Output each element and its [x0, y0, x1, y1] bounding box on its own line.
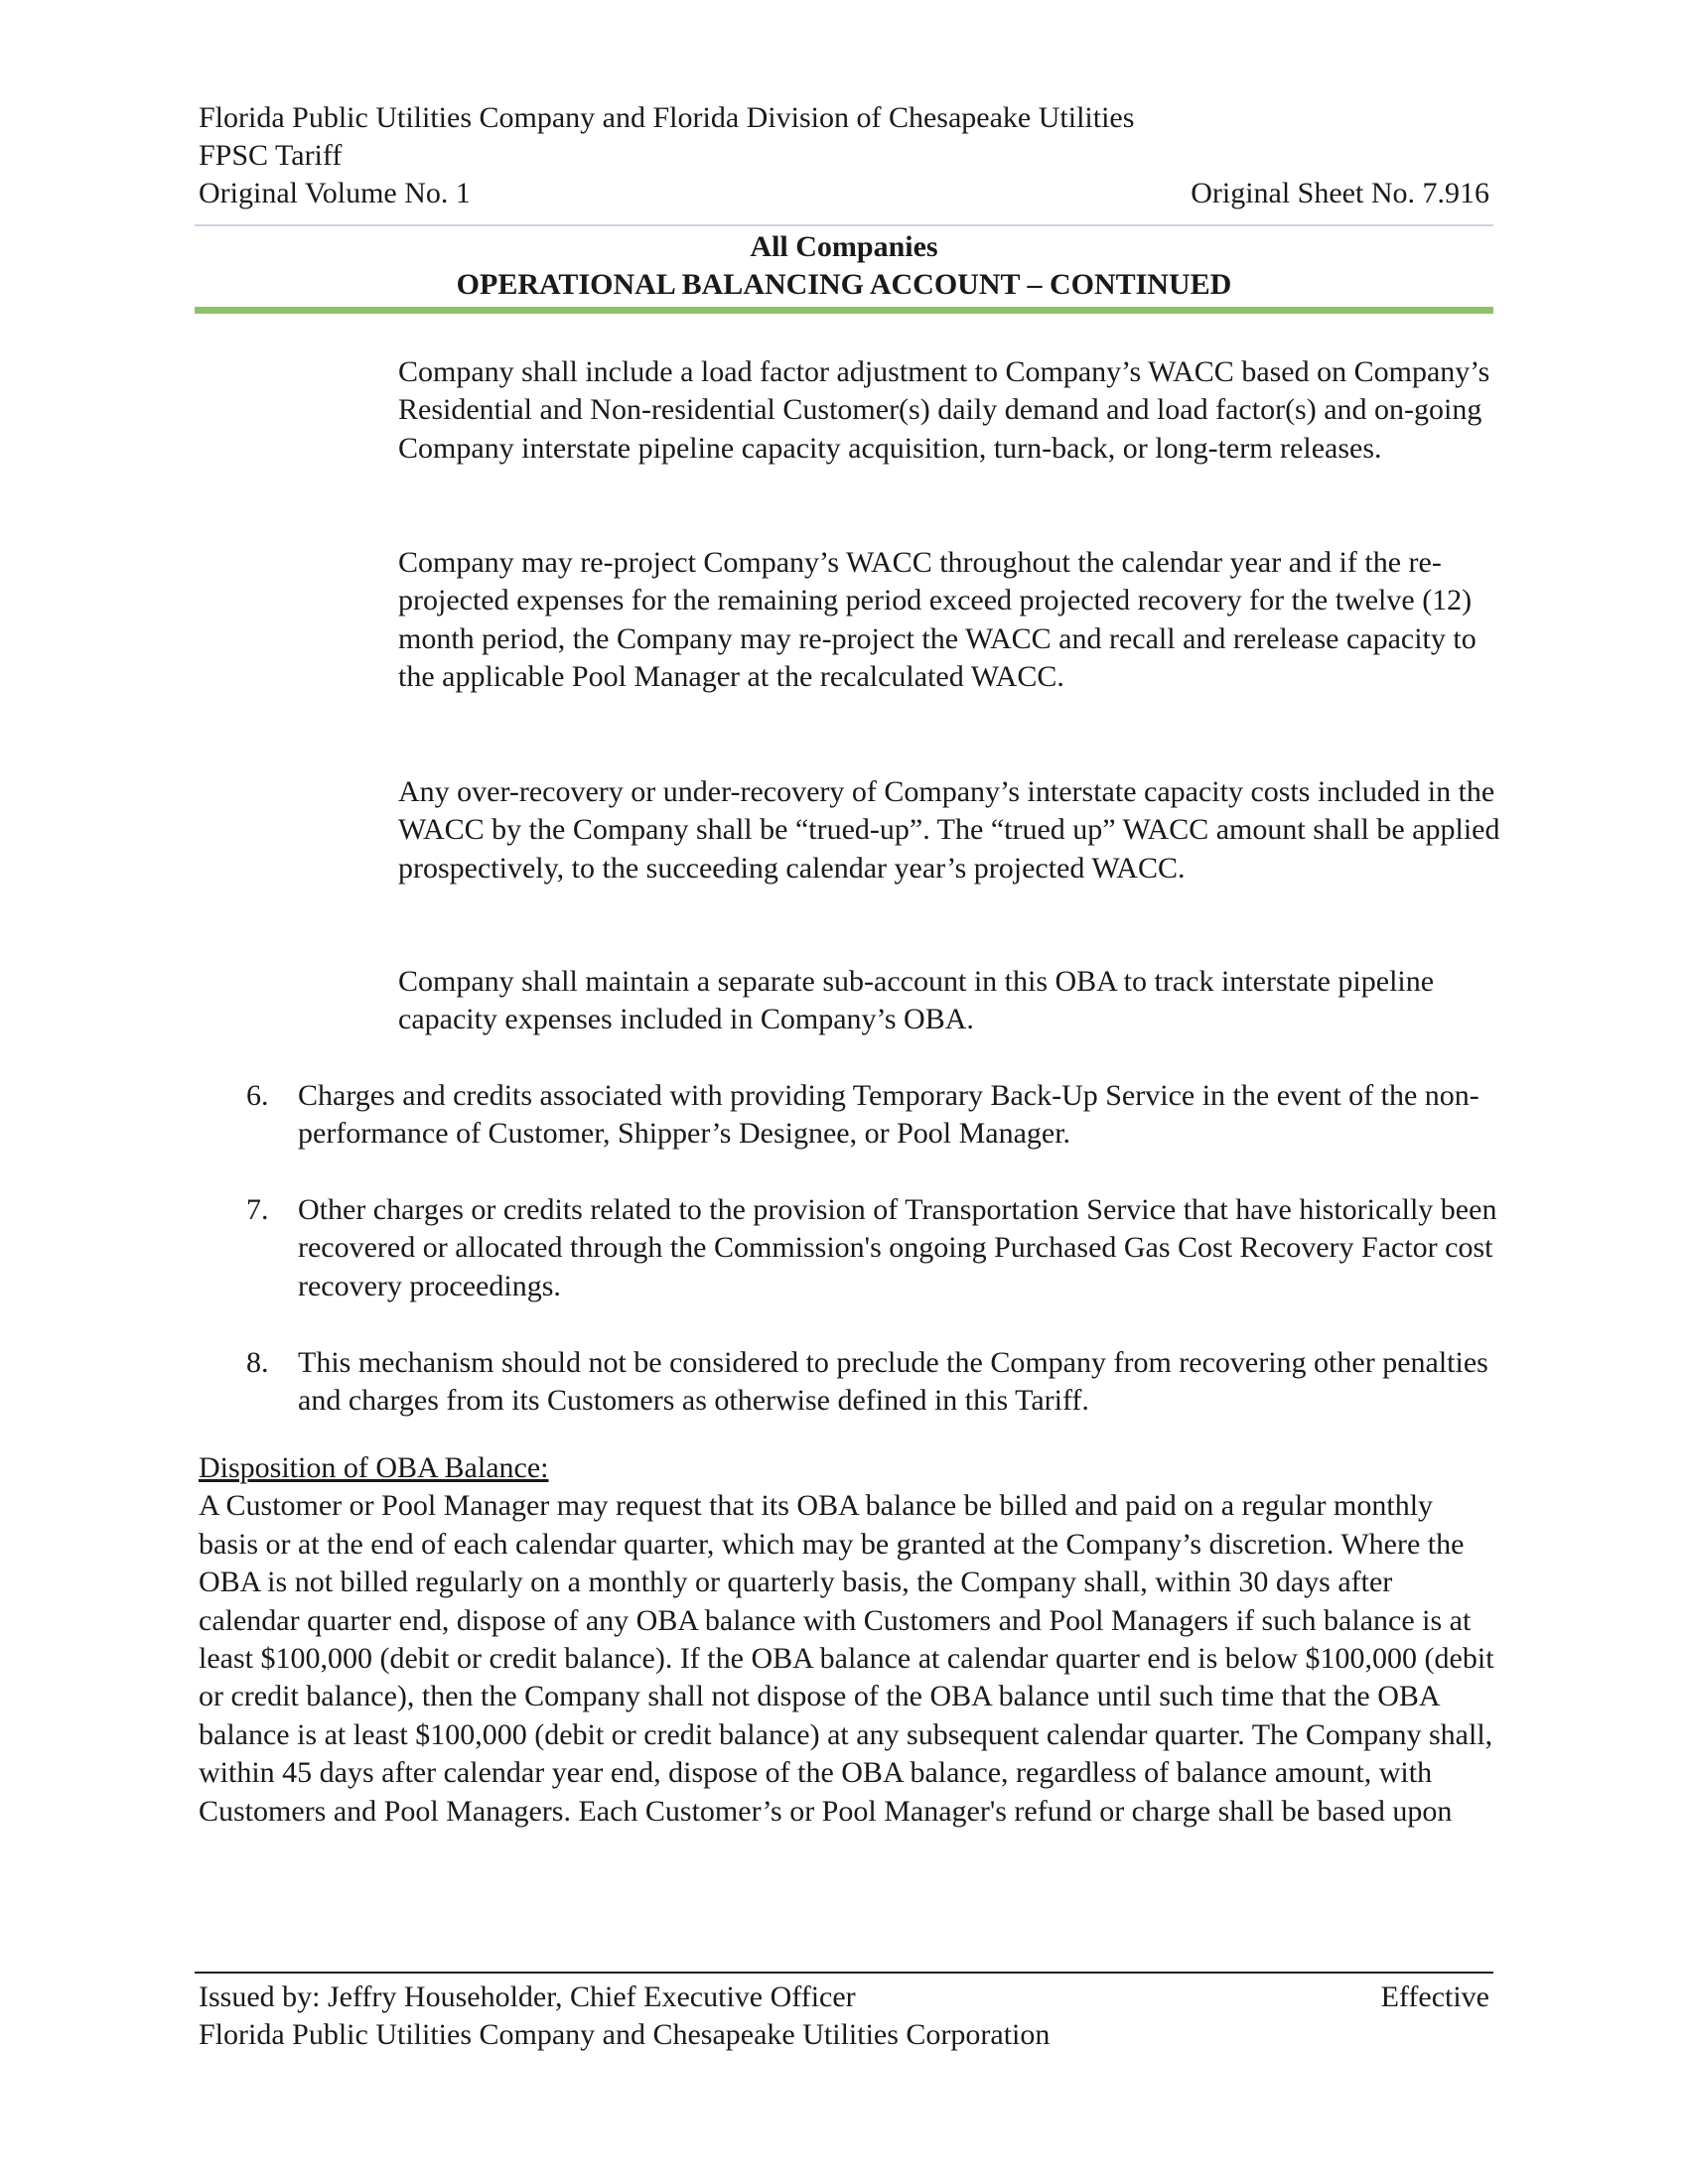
indented-paragraph: [398, 353, 1500, 468]
list-item: [246, 1077, 1497, 1154]
paragraph-sub-account: Company shall maintain a separate sub-account in this OBA to track interstate pipeline capacity expenses included in Company’s OBA.: [398, 965, 1435, 1036]
paragraph-reproject: Company may re-project Company’s WACC throughout the calendar year and if the re-projected expenses for the remaining period exceed projected recovery for the twelve (12) month period, the Company may re-project the WACC and recall and rerelease capacity to the applicable Pool Manager at the recalculated WACC.: [398, 546, 1477, 694]
indented-paragraph: [398, 773, 1500, 887]
paragraph-true-up: Any over-recovery or under-recovery of Company’s interstate capacity costs included in the WACC by the Company shall be “trued-up”. The “trued up” WACC amount shall be applied prospectively, to the succeeding calendar year’s projected WACC.: [398, 775, 1500, 885]
header-divider: [195, 224, 1493, 226]
title-rule: [195, 307, 1493, 314]
title-line-1: All Companies: [750, 230, 938, 263]
item-text: Other charges or credits related to the provision of Transportation Service that have historically been recovered or allocated through the Commission's ongoing Purchased Gas Cost Recovery Factor cost recovery proceedings.: [298, 1193, 1497, 1302]
indented-paragraph: [398, 544, 1500, 697]
footer-effective: Effective: [1380, 1980, 1489, 2013]
disposition-heading: Disposition of OBA Balance:: [199, 1451, 549, 1484]
list-item: [246, 1191, 1497, 1305]
item-number: 7.: [246, 1193, 269, 1226]
header-company-line: Florida Public Utilities Company and Florida Division of Chesapeake Utilities: [199, 101, 1135, 134]
tariff-header: [199, 99, 1489, 212]
header-tariff-line: FPSC Tariff: [199, 139, 343, 172]
disposition-text: A Customer or Pool Manager may request that its OBA balance be billed and paid on a regular monthly basis or at the end of each calendar quarter, which may be granted at the Company’s discretion. Where the OBA is not billed regularly on a monthly or quarterly basis, the Company shall, within 30 days after calendar quarter end, dispose of any OBA balance with Customers and Pool Managers if such balance is at least $100,000 (debit or credit balance). If the OBA balance at calendar quarter end is below $100,000 (debit or credit balance), then the Company shall not dispose of the OBA balance until such time that the OBA balance is at least $100,000 (debit or credit balance) at any subsequent calendar quarter. The Company shall, within 45 days after calendar year end, dispose of the OBA balance, regardless of balance amount, with Customers and Pool Managers. Each Customer’s or Pool Manager's refund or charge shall be based upon: [199, 1489, 1494, 1828]
tariff-footer: [199, 1979, 1489, 2054]
list-item: [246, 1344, 1497, 1421]
footer-company: Florida Public Utilities Company and Chesapeake Utilities Corporation: [199, 2018, 1051, 2051]
header-sheet-number: Original Sheet No. 7.916: [1191, 177, 1489, 209]
item-number: 8.: [246, 1346, 269, 1379]
indented-paragraph: [398, 963, 1500, 1039]
item-text: Charges and credits associated with providing Temporary Back-Up Service in the event of the non-performance of Customer, Shipper’s Designee, or Pool Manager.: [298, 1079, 1479, 1151]
item-number: 6.: [246, 1079, 269, 1112]
paragraph-load-factor: Company shall include a load factor adjustment to Company’s WACC based on Company’s Residential and Non-residential Customer(s) daily demand and load factor(s) and on-going Company interstate pipeline capacity acquisition, turn-back, or long-term releases.: [398, 355, 1490, 465]
item-text: This mechanism should not be considered to preclude the Company from recovering other penalties and charges from its Customers as otherwise defined in this Tariff.: [298, 1346, 1488, 1418]
section-title: [195, 228, 1493, 304]
title-line-2: OPERATIONAL BALANCING ACCOUNT – CONTINUED: [456, 268, 1232, 301]
disposition-section: [199, 1449, 1499, 1831]
footer-divider: [195, 1972, 1493, 1974]
header-volume: Original Volume No. 1: [199, 177, 471, 209]
footer-issued-by: Issued by: Jeffry Householder, Chief Executive Officer: [199, 1980, 856, 2013]
